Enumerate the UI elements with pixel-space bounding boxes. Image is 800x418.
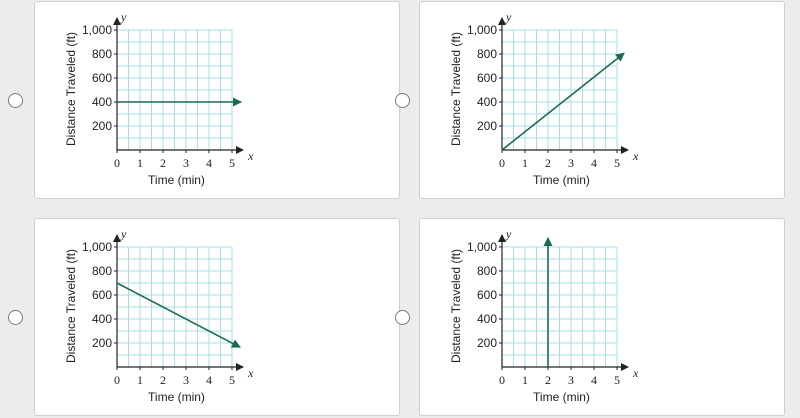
option-a-radio[interactable]	[8, 93, 23, 108]
y-tick-label: 800	[476, 47, 497, 61]
y-axis-variable: y	[121, 227, 127, 241]
x-tick-label: 2	[545, 156, 551, 170]
grid	[502, 30, 617, 150]
x-tick-label: 1	[137, 156, 143, 170]
x-tick-label: 3	[183, 156, 189, 170]
x-tick-label: 2	[160, 373, 166, 387]
option-d-radio[interactable]	[395, 310, 410, 325]
x-tick-label: 5	[229, 373, 235, 387]
option-c-card[interactable]	[34, 218, 400, 416]
y-tick-label: 800	[91, 47, 112, 61]
x-tick-label: 1	[137, 373, 143, 387]
y-tick-label: 600	[476, 288, 497, 302]
y-tick-label: 200	[476, 336, 497, 350]
data-line	[117, 283, 240, 347]
y-axis-variable: y	[506, 227, 512, 241]
x-axis-variable: x	[633, 366, 639, 380]
grid	[117, 247, 232, 367]
x-axis-title: Time (min)	[533, 390, 590, 404]
grid	[502, 247, 617, 367]
x-axis-title: Time (min)	[148, 390, 205, 404]
x-tick-label: 0	[114, 373, 120, 387]
x-axis-title: Time (min)	[533, 173, 590, 187]
x-tick-label: 0	[114, 156, 120, 170]
x-tick-label: 5	[614, 156, 620, 170]
x-tick-label: 4	[591, 373, 597, 387]
y-axis-title: Distance Traveled (ft)	[64, 31, 78, 147]
y-tick-label: 600	[91, 288, 112, 302]
y-tick-label: 400	[476, 312, 497, 326]
x-tick-label: 4	[591, 156, 597, 170]
x-tick-label: 1	[522, 373, 528, 387]
y-tick-label: 200	[476, 119, 497, 133]
y-tick-label: 200	[91, 336, 112, 350]
y-tick-label: 800	[476, 264, 497, 278]
option-c-chart	[35, 219, 401, 417]
y-tick-label: 400	[91, 312, 112, 326]
x-tick-label: 0	[499, 373, 505, 387]
x-tick-label: 3	[183, 373, 189, 387]
x-tick-label: 2	[545, 373, 551, 387]
x-axis-variable: x	[633, 149, 639, 163]
option-d-card[interactable]	[419, 218, 785, 416]
y-tick-label: 400	[476, 95, 497, 109]
x-tick-label: 4	[206, 373, 212, 387]
option-b-card[interactable]	[419, 1, 785, 199]
x-tick-label: 1	[522, 156, 528, 170]
y-tick-label: 400	[91, 95, 112, 109]
option-a-chart	[35, 2, 401, 200]
option-c-radio[interactable]	[8, 310, 23, 325]
x-tick-label: 2	[160, 156, 166, 170]
y-tick-label: 1,000	[81, 23, 112, 37]
y-tick-label: 1,000	[81, 240, 112, 254]
y-axis-title: Distance Traveled (ft)	[449, 31, 463, 147]
x-axis-variable: x	[248, 366, 254, 380]
x-tick-label: 0	[499, 156, 505, 170]
y-tick-label: 1,000	[466, 240, 497, 254]
y-axis-title: Distance Traveled (ft)	[449, 248, 463, 364]
option-a-card[interactable]	[34, 1, 400, 199]
y-tick-label: 600	[476, 71, 497, 85]
x-tick-label: 5	[229, 156, 235, 170]
y-axis-variable: y	[506, 10, 512, 24]
x-tick-label: 3	[568, 156, 574, 170]
y-tick-label: 200	[91, 119, 112, 133]
y-tick-label: 800	[91, 264, 112, 278]
x-axis-variable: x	[248, 149, 254, 163]
x-axis-title: Time (min)	[148, 173, 205, 187]
x-tick-label: 4	[206, 156, 212, 170]
y-axis-variable: y	[121, 10, 127, 24]
option-d-chart	[420, 219, 786, 417]
y-tick-label: 1,000	[466, 23, 497, 37]
y-axis-title: Distance Traveled (ft)	[64, 248, 78, 364]
x-tick-label: 3	[568, 373, 574, 387]
option-b-radio[interactable]	[395, 93, 410, 108]
x-tick-label: 5	[614, 373, 620, 387]
y-tick-label: 600	[91, 71, 112, 85]
option-b-chart	[420, 2, 786, 200]
grid	[117, 30, 232, 150]
